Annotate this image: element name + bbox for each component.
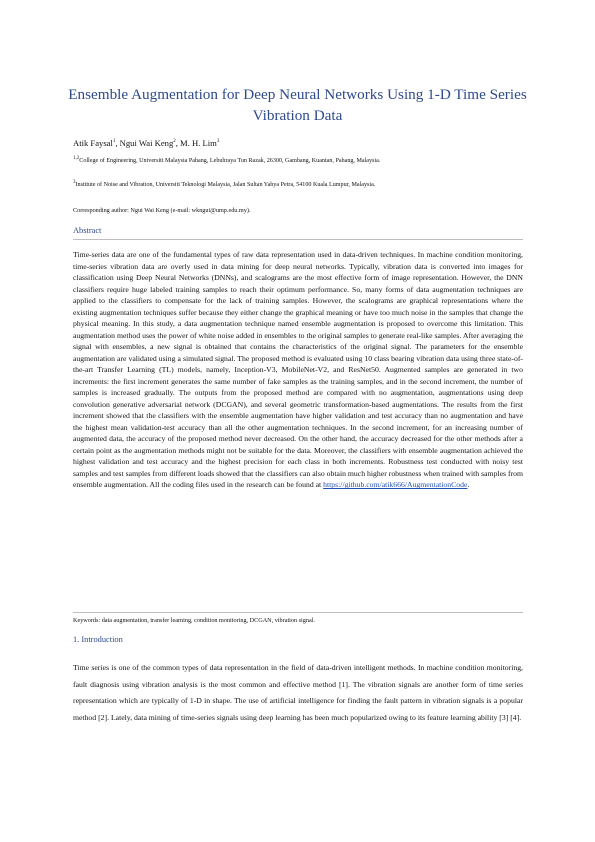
- divider: [73, 239, 523, 240]
- author-affiliation-mark: 1: [112, 139, 116, 145]
- author-list: Atik Faysal$^1$, Ngui Wai Keng$^2$, M. H. Lim$^3$: [73, 138, 220, 148]
- introduction-heading: 1. Introduction: [73, 635, 123, 644]
- introduction-body: Time series is one of the common types of data representation in the field of data-driven intelligent methods. In machine condition monitoring, fault diagnosis using vibration analysis is the most common and effective method [1]. The vibration signals are another form of time series representation which are typically of 1-D in shape. The use of artificial intelligence for finding the fault pattern in vibration signals is a popular method [2]. Lately, data mining of time-series signals using deep learning has been much popularized owing to its feature learning ability [3] [4].: [73, 663, 523, 722]
- author-name: M. H. Lim: [180, 138, 217, 148]
- author-affiliation-mark: 2: [173, 139, 176, 145]
- corresponding-author: Corresponding author: Ngui Wai Keng (e-mail: wkngui@ump.edu.my).: [73, 207, 251, 214]
- abstract-heading: Abstract: [73, 226, 102, 235]
- keywords: Keywords: data augmentation, transfer learning, condition monitoring, DCGAN, vibration signal.: [73, 617, 315, 624]
- affiliation: [73, 157, 453, 166]
- abstract-text: Time-series data are one of the fundamental types of raw data representation used in data-driven techniques. In machine condition monitoring, time-series vibration data are overly used in data mining for deep neural networks. Typically, vibration data is converted into images for classification using Deep Neural Networks (DNNs), and scalograms are the most effective form of image representation. However, the DNN classifiers require huge labeled training samples to reach their optimum performance. So, many forms of data augmentation techniques are applied to the classifiers to compensate for the lack of training samples. However, the scalograms are graphical representations where the existing augmentation techniques suffer because they either change the graphical meaning or have too much noise in the samples that change the physical meaning. In this study, a data augmentation technique named ensemble augmentation is proposed to overcome this limitation. This augmentation method uses the power of white noise added in ensembles to the original samples to generate real-like samples. After averaging the signal with ensembles, a new signal is obtained that contains the characteristics of the original signal. The parameters for the ensemble augmentation are validated using a simulated signal. The proposed method is evaluated using 10 class bearing vibration data using three state-of-the-art Transfer Learning (TL) models, namely, Inception-V3, MobileNet-V2, and ResNet50. Augmented samples are generated in two increments: the first increment generates the same number of fake samples as the training samples, and in the second increment, the number of samples is increased gradually. The outputs from the proposed method are compared with no augmentation, augmentations using deep convolution generative adversarial network (DCGAN), and several geometric transformation-based augmentations. The results from the first increment showed that the classifiers with the ensemble augmentation have higher validation and test accuracy than no augmentation and have the highest mean validation-test accuracy than all the other augmentation techniques. In the second increment, for an increasing number of augmented data, the accuracy of the proposed method never decreased. On the other hand, the accuracy decreased for the other methods after a certain point as the augmentation methods might not be suitable for the data. Moreover, the classifiers with ensemble augmentation achieved the highest validation and test accuracy and the highest precision for each class in both increments. Robustness test conducted with noisy test samples and test samples from different loads showed that the classifiers can also obtain much higher robustness when trained with samples from ensemble augmentation. All the coding files used in the research can be found at: [73, 250, 523, 490]
- affiliation: [73, 181, 453, 190]
- affiliation-text: College of Engineering, Universiti Malaysia Pahang, Lebuhraya Tun Razak, 26300, Gambang, Kuantan, Pahang, Malaysia.: [79, 158, 381, 164]
- author-name: Atik Faysal: [73, 138, 113, 148]
- code-repository-link[interactable]: https://github.com/atik666/AugmentationCode: [323, 480, 468, 490]
- affiliation-text: Institute of Noise and Vibration, Universiti Teknologi Malaysia, Jalan Sultan Yahya Petra, 54100 Kuala Lumpur, Malaysia.: [75, 182, 376, 188]
- abstract-body: Time-series data are one of the fundamental types of raw data representation used in data-driven techniques. In machine condition monitoring, time-series vibration data are overly used in data mining for deep neural networks. Typically, vibration data is converted into images for classification using Deep Neural Networks (DNNs), and scalograms are the most effective form of image representation. However, the DNN classifiers require huge labeled training samples to reach their optimum performance. So, many forms of data augmentation techniques are applied to the classifiers to compensate for the lack of training samples. However, the scalograms are graphical representations where the existing augmentation techniques suffer because they either change the graphical meaning or have too much noise in the samples that change the physical meaning. In this study, a data augmentation technique named ensemble augmentation is proposed to overcome this limitation. This augmentation method uses the power of white noise added in ensembles to the original samples to generate real-like samples. After averaging the signal with ensembles, a new signal is obtained that contains the characteristics of the original signal. The parameters for the ensemble augmentation are validated using a simulated signal. The proposed method is evaluated using 10 class bearing vibration data using three state-of-the-art Transfer Learning (TL) models, namely, Inception-V3, MobileNet-V2, and ResNet50. Augmented samples are generated in two increments: the first increment generates the same number of fake samples as the training samples, and in the second increment, the number of samples is increased gradually. The outputs from the proposed method are compared with no augmentation, augmentations using deep convolution generative adversarial network (DCGAN), and several geometric transformation-based augmentations. The results from the first increment showed that the classifiers with the ensemble augmentation have higher validation and test accuracy than no augmentation and have the highest mean validation-test accuracy than all the other augmentation techniques. In the second increment, for an increasing number of augmented data, the accuracy of the proposed method never decreased. On the other hand, the accuracy decreased for the other methods after a certain point as the augmentation methods might not be suitable for the data. Moreover, the classifiers with ensemble augmentation achieved the highest validation and test accuracy and the highest precision for each class in both increments. Robustness test conducted with noisy test samples and test samples from different loads showed that the classifiers can also obtain much higher robustness when trained with samples from ensemble augmentation. All the coding files used in the research can be found at https://github.com/atik666/AugmentationCode.: [73, 250, 523, 490]
- affiliation-mark: 3: [73, 179, 76, 185]
- affiliation-mark: 1,2: [73, 155, 80, 161]
- paper-title: Ensemble Augmentation for Deep Neural Networks Using 1-D Time Series Vibration Data: [68, 86, 527, 124]
- divider: [73, 612, 523, 613]
- author-name: Ngui Wai Keng: [119, 138, 174, 148]
- author-affiliation-mark: 3: [216, 139, 220, 145]
